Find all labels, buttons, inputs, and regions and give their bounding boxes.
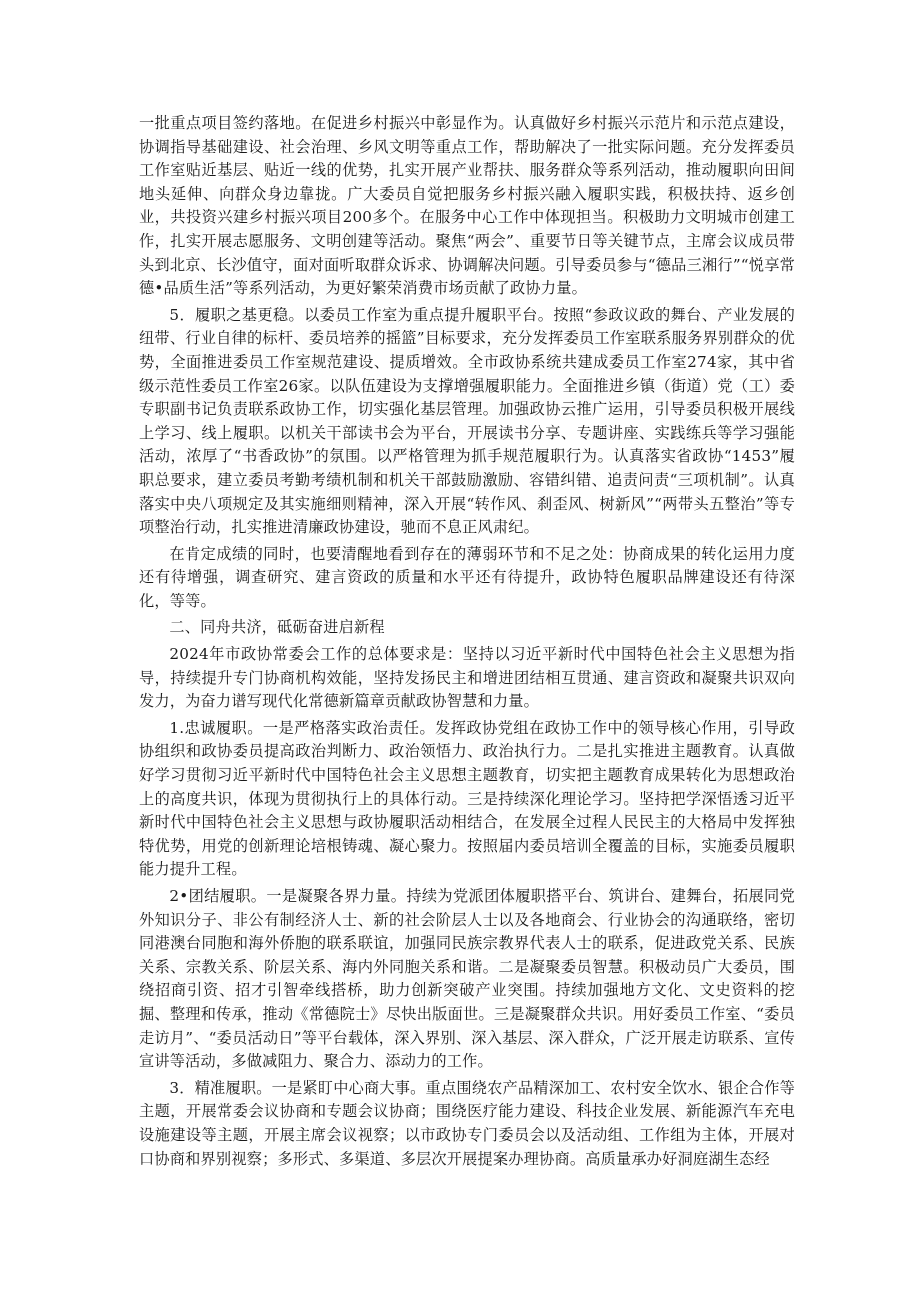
- document-page: [139, 112, 795, 1174]
- paragraph-shortcomings: 在肯定成绩的同时，也要清醒地看到存在的薄弱环节和不足之处：协商成果的转化运用力度还有待增强，调查研究、建言资政的质量和水平还有待提升，政协特色履职品牌建设还有待深化，等等。: [139, 544, 795, 610]
- paragraph-point-3: 3．精准履职。一是紧盯中心商大事。重点围绕农产品精深加工、农村安全饮水、银企合作等主题，开展常委会议协商和专题会议协商；围绕医疗能力建设、科技企业发展、新能源汽车充电设施建设等主题，开展主席会议视察；以市政协专门委员会以及活动组、工作组为主体，开展对口协商和界别视察；多形式、多渠道、多层次开展提案办理协商。高质量承办好洞庭湖生态经: [139, 1078, 795, 1168]
- paragraph-point-2: 2•团结履职。一是凝聚各界力量。持续为党派团体履职搭平台、筑讲台、建舞台，拓展同党外知识分子、非公有制经济人士、新的社会阶层人士以及各地商会、行业协会的沟通联络，密切同港澳台同胞和海外侨胞的联系联谊，加强同民族宗教界代表人士的联系，促进政党关系、民族关系、宗教关系、阶层关系、海内外同胞关系和谐。二是凝聚委员智慧。积极动员广大委员，围绕招商引资、招才引智牵线搭桥，助力创新突破产业突围。持续加强地方文化、文史资料的挖掘、整理和传承，推动《常德院士》尽快出版面世。三是凝聚群众共识。用好委员工作室、“委员走访月”、“委员活动日”等平台载体，深入界别、深入基层、深入群众，广泛开展走访联系、宣传宣讲等活动，多做减阻力、聚合力、添动力的工作。: [139, 887, 795, 1071]
- paragraph-point-1: 1.忠诚履职。一是严格落实政治责任。发挥政协党组在政协工作中的领导核心作用，引导政协组织和政协委员提高政治判断力、政治领悟力、政治执行力。二是扎实推进主题教育。认真做好学习贯彻习近平新时代中国特色社会主义思想主题教育，切实把主题教育成果转化为思想政治上的高度共识，体现为贯彻执行上的具体行动。三是持续深化理论学习。坚持把学深悟透习近平新时代中国特色社会主义思想与政协履职活动相结合，在发展全过程人民民主的大格局中发挥独特优势，用党的创新理论培根铸魂、凝心聚力。按照届内委员培训全覆盖的目标，实施委员履职能力提升工程。: [139, 718, 795, 879]
- paragraph-point-5: 5．履职之基更稳。以委员工作室为重点提升履职平台。按照“参政议政的舞台、产业发展的纽带、行业自律的标杆、委员培养的摇篮”目标要求，充分发挥委员工作室联系服务界别群众的优势，全面推进委员工作室规范建设、提质增效。全市政协系统共建成委员工作室274家，其中省级示范性委员工作室26家。以队伍建设为支撑增强履职能力。全面推进乡镇（街道）党（工）委专职副书记负责联系政协工作，切实强化基层管理。加强政协云推广运用，引导委员积极开展线上学习、线上履职。以机关干部读书会为平台，开展读书分享、专题讲座、实践练兵等学习强能活动，浓厚了“书香政协”的氛围。以严格管理为抓手规范履职行为。认真落实省政协“1453”履职总要求，建立委员考勤考绩机制和机关干部鼓励激励、容错纠错、追责问责“三项机制”。认真落实中央八项规定及其实施细则精神，深入开展“转作风、刹歪风、树新风”“两带头五整治”等专项整治行动，扎实推进清廉政协建设，驰而不息正风肃纪。: [139, 305, 795, 537]
- paragraph-rural-revitalization: 一批重点项目签约落地。在促进乡村振兴中彰显作为。认真做好乡村振兴示范片和示范点建设，协调指导基础建设、社会治理、乡风文明等重点工作，帮助解决了一批实际问题。充分发挥委员工作室贴近基层、贴近一线的优势，扎实开展产业帮扶、服务群众等系列活动，推动履职向田间地头延伸、向群众身边靠拢。广大委员自觉把服务乡村振兴融入履职实践，积极扶持、返乡创业，共投资兴建乡村振兴项目200多个。在服务中心工作中体现担当。积极助力文明城市创建工作，扎实开展志愿服务、文明创建等活动。聚焦“两会”、重要节日等关键节点，主席会议成员带头到北京、长沙值守，面对面听取群众诉求、协调解决问题。引导委员参与“德品三湘行”“悦享常德•品质生活”等系列活动，为更好繁荣消费市场贡献了政协力量。: [139, 114, 795, 298]
- paragraph-overall-requirements: 2024年市政协常委会工作的总体要求是：坚持以习近平新时代中国特色社会主义思想为指导，持续提升专门协商机构效能，坚持发扬民主和增进团结相互贯通、建言资政和凝聚共识双向发力，为奋力谱写现代化常德新篇章贡献政协智慧和力量。: [139, 645, 795, 711]
- section-heading: 二、同舟共济，砥砺奋进启新程: [169, 618, 385, 637]
